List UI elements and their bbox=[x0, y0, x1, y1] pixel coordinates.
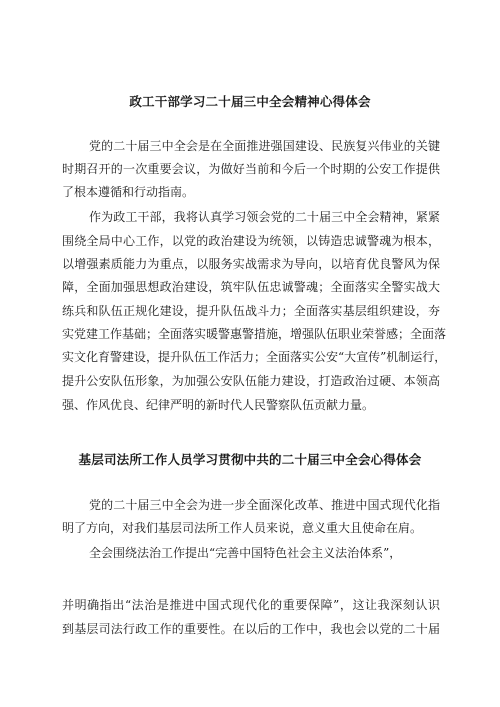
section2-line-2: 明了方向，对我们基层司法所工作人员来说，意义重大且使命在肩。 bbox=[62, 521, 423, 535]
section2-title: 基层司法所工作人员学习贯彻中共的二十届三中全会心得体会 bbox=[78, 452, 422, 467]
section1-line-1: 党的二十届三中全会是在全面推进强国建设、民族复兴伟业的关键 bbox=[89, 139, 440, 153]
section1-line-8: 练兵和队伍正规化建设，提升队伍战斗力；全面落实基层组织建设，夯 bbox=[62, 304, 440, 318]
section1-line-11: 提升公安队伍形象，为加强公安队伍能力建设，打造政治过硬、本领高 bbox=[62, 374, 440, 388]
section2-line-1: 党的二十届三中全会为进一步全面深化改革、推进中国式现代化指 bbox=[89, 498, 440, 512]
section2-line-3: 全会围绕法治工作提出“完善中国特色社会主义法治体系”， bbox=[89, 546, 402, 560]
section1-line-9: 实党建工作基础；全面落实暖警惠警措施，增强队伍职业荣誉感；全面落 bbox=[62, 327, 447, 341]
section1-line-7: 障，全面加强思想政治建设，筑牢队伍忠诚警魂；全面落实全警实战大 bbox=[62, 280, 440, 294]
section1-line-12: 强、作风优良、纪律严明的新时代人民警察队伍贡献力量。 bbox=[62, 398, 375, 412]
section2-line-5: 到基层司法行政工作的重要性。在以后的工作中，我也会以党的二十届 bbox=[62, 622, 440, 636]
section1-line-2: 时期召开的一次重要会议，为做好当前和今后一个时期的公安工作提供 bbox=[62, 162, 440, 176]
section1-line-6: 以增强素质能力为重点，以服务实战需求为导向，以培育优良警风为保 bbox=[62, 257, 440, 271]
section2-line-4: 并明确指出“法治是推进中国式现代化的重要保障”，这让我深刻认识 bbox=[62, 598, 440, 612]
section1-line-4: 作为政工干部，我将认真学习领会党的二十届三中全会精神，紧紧 bbox=[89, 210, 440, 224]
section1-line-10: 实文化育警建设，提升队伍工作活力；全面落实公安“大宣传”机制运行， bbox=[62, 350, 447, 364]
section1-title: 政工干部学习二十届三中全会精神心得体会 bbox=[129, 94, 371, 109]
section1-line-3: 了根本遵循和行动指南。 bbox=[62, 185, 195, 199]
section1-line-5: 围绕全局中心工作，以党的政治建设为统领，以铸造忠诚警魂为根本， bbox=[62, 234, 440, 248]
